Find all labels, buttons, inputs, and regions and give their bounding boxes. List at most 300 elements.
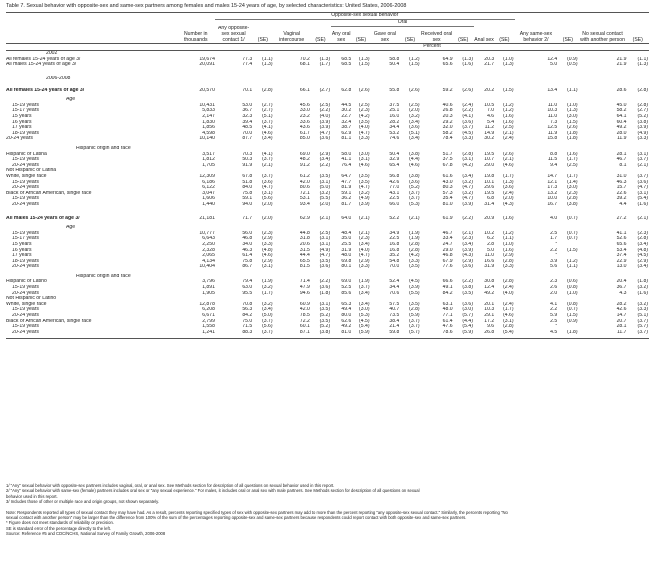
cell-percent: 86.7 <box>242 264 253 270</box>
cell-se: (2.8) <box>567 196 578 202</box>
cell-se: (5.1) <box>637 313 648 319</box>
cell-percent: 61.7 <box>299 130 310 136</box>
cell-percent: 79.4 <box>242 279 253 285</box>
cell-percent: 28.1 <box>616 324 627 330</box>
cell-se: (4.7) <box>637 185 648 191</box>
cell-percent: 70.1 <box>242 87 253 93</box>
cell-percent: 15.8 <box>547 136 558 142</box>
cell-percent: 77.0 <box>389 185 400 191</box>
cell-percent: 23.2 <box>299 114 310 120</box>
cell-se: (3.7) <box>462 125 473 131</box>
cell-se: (2.2) <box>462 108 473 114</box>
row-label: 20-24 years <box>12 329 39 335</box>
cell-se: (4.7) <box>359 130 370 136</box>
cell-percent: 31.0 <box>616 173 627 179</box>
cell-se: (2.8) <box>503 279 514 285</box>
footnote: 3/ Includes those of other or multiple race and origin groups, not shown separately. <box>6 499 160 505</box>
cell-percent: 81.0 <box>442 201 453 207</box>
cell-percent: * <box>555 324 558 330</box>
cell-percent: 14.7 <box>616 313 627 319</box>
section-label: Age <box>66 97 76 103</box>
header-se: (SE) <box>257 36 268 43</box>
cell-percent: 57.3 <box>442 190 453 196</box>
cell-se: (3.2) <box>637 301 648 307</box>
row-label: 15-19 years <box>12 324 39 330</box>
cell-se: (3.5) <box>319 307 331 313</box>
cell-percent: 33.6 <box>299 119 310 125</box>
cell-percent: 30.2 <box>484 136 495 142</box>
cell-se: (5.3) <box>409 201 420 207</box>
row-label: 15-17 years <box>12 108 39 114</box>
cell-percent: 31.4 <box>484 201 495 207</box>
cell-percent: 77.1 <box>442 313 453 319</box>
cell-se: (3.7) <box>409 190 420 196</box>
cell-percent: 78.5 <box>299 313 310 319</box>
cell-se: (3.5) <box>462 290 473 296</box>
cell-percent: 31.5 <box>299 247 310 253</box>
cell-percent: 11.0 <box>547 102 558 108</box>
cell-percent: 34.9 <box>389 230 400 236</box>
cell-percent: 44.5 <box>341 102 352 108</box>
cell-se: (2.1) <box>503 157 514 163</box>
cell-se: (0.6) <box>567 279 578 285</box>
cell-se: (3.1) <box>319 236 331 242</box>
cell-se: (3.6) <box>637 179 648 185</box>
cell-percent: 34.4 <box>389 285 400 291</box>
cell-percent: 11.2 <box>484 125 495 131</box>
cell-percent: 70.3 <box>242 151 253 157</box>
cell-percent: 22.5 <box>389 236 400 242</box>
header-se: (SE) <box>458 36 469 43</box>
row-label: All females 15-24 years of age 3/ <box>6 87 85 93</box>
cell-se: (2.7) <box>262 108 273 114</box>
row-label: 16 years <box>12 247 32 253</box>
cell-se: (4.4) <box>462 318 473 324</box>
cell-percent: 11.0 <box>547 114 558 120</box>
cell-percent: 5.4 <box>487 119 495 125</box>
cell-se: (5.1) <box>409 130 420 136</box>
cell-percent: 42.6 <box>616 307 627 313</box>
cell-percent: 71.5 <box>242 324 253 330</box>
cell-percent: 50.3 <box>242 157 253 163</box>
cell-se: (2.0) <box>262 201 273 207</box>
cell-se: (1.7) <box>567 173 578 179</box>
cell-se: (1.5) <box>503 87 514 93</box>
footnotes <box>6 483 649 537</box>
cell-se: (3.1) <box>262 190 273 196</box>
cell-percent: 43.0 <box>442 179 453 185</box>
cell-percent: 35.4 <box>442 196 453 202</box>
cell-percent: 48.5 <box>242 125 253 131</box>
cell-percent: 52.5 <box>341 285 352 291</box>
cell-percent: 53.2 <box>389 130 400 136</box>
cell-se: (3.5) <box>409 301 420 307</box>
cell-percent: 4.3 <box>619 290 627 296</box>
cell-percent: 77.3 <box>242 56 253 62</box>
cell-percent: 10.5 <box>484 102 495 108</box>
cell-se: (3.4) <box>462 241 473 247</box>
cell-number: 12,309 <box>199 173 215 179</box>
cell-percent: 43.6 <box>299 125 310 131</box>
cell-number: 1,830 <box>202 119 215 125</box>
cell-percent: 32.0 <box>442 125 453 131</box>
cell-percent: 55.8 <box>389 87 400 93</box>
cell-se: (2.7) <box>319 87 331 93</box>
cell-se: (1.9) <box>359 279 370 285</box>
cell-number: 5,833 <box>202 108 215 114</box>
cell-percent: 66.6 <box>442 279 453 285</box>
cell-percent: 17.2 <box>484 318 495 324</box>
row-label: All males 15-24 years of age 3/ <box>6 215 80 221</box>
header-opposite-sex: Opposite-sex sexual behavior <box>215 13 515 20</box>
cell-se: (1.6) <box>637 201 648 207</box>
cell-se: (1.2) <box>503 230 514 236</box>
cell-percent: 38.7 <box>341 125 352 131</box>
cell-percent: 31.9 <box>341 247 352 253</box>
cell-percent: 29.1 <box>484 313 495 319</box>
cell-percent: 36.2 <box>341 196 352 202</box>
cell-se: (2.3) <box>462 236 473 242</box>
cell-se: (3.6) <box>462 301 473 307</box>
cell-se: (2.6) <box>503 151 514 157</box>
cell-se: (2.3) <box>637 230 648 236</box>
cell-se: (2.8) <box>409 307 420 313</box>
cell-se: (2.8) <box>409 247 420 253</box>
cell-percent: 60.4 <box>616 119 627 125</box>
cell-se: (3.1) <box>359 157 370 163</box>
cell-se: (2.9) <box>262 258 273 264</box>
cell-percent: 77.6 <box>442 264 453 270</box>
cell-se: (1.8) <box>567 130 578 136</box>
cell-se: (3.3) <box>637 307 648 313</box>
cell-percent: 15.7 <box>616 185 627 191</box>
cell-se: (1.0) <box>503 241 514 247</box>
cell-percent: 67.8 <box>442 162 453 168</box>
cell-se: (3.4) <box>359 241 370 247</box>
cell-se: (3.4) <box>462 173 473 179</box>
cell-percent: 25.5 <box>341 241 352 247</box>
cell-number: 20,091 <box>199 62 215 68</box>
cell-percent: 6.8 <box>487 196 495 202</box>
cell-percent: 12.4 <box>547 56 558 62</box>
cell-percent: 69.0 <box>341 279 352 285</box>
cell-percent: 46.3 <box>616 179 627 185</box>
cell-percent: 10.3 <box>547 108 558 114</box>
cell-se: (4.8) <box>637 247 648 253</box>
cell-percent: 29.2 <box>442 119 453 125</box>
cell-percent: 77.4 <box>242 62 253 68</box>
cell-se: (1.6) <box>503 114 514 120</box>
cell-se: (1.7) <box>262 290 273 296</box>
cell-se: (3.8) <box>319 329 331 335</box>
cell-percent: 81.0 <box>341 329 352 335</box>
cell-percent: 46.8 <box>242 236 253 242</box>
header-se: (SE) <box>355 36 367 43</box>
cell-se: (3.3) <box>637 136 648 142</box>
cell-se: (2.8) <box>503 258 514 264</box>
cell-se: (2.1) <box>462 230 473 236</box>
cell-percent: 28.2 <box>616 301 627 307</box>
cell-se: (2.1) <box>637 162 648 168</box>
cell-se: (4.9) <box>637 130 648 136</box>
cell-percent: 85.6 <box>341 290 352 296</box>
cell-percent: 87.1 <box>299 329 310 335</box>
cell-se: (2.4) <box>503 301 514 307</box>
cell-se: (4.9) <box>359 196 370 202</box>
cell-percent: 48.2 <box>299 157 310 163</box>
cell-percent: 21.4 <box>389 324 400 330</box>
cell-number: 2,328 <box>202 247 215 253</box>
cell-percent: 12.5 <box>547 125 558 131</box>
cell-percent: 63.1 <box>442 301 453 307</box>
cell-percent: 13.0 <box>616 264 627 270</box>
cell-se: (4.2) <box>409 253 420 259</box>
cell-percent: 20.7 <box>616 318 627 324</box>
cell-percent: 26.8 <box>484 329 495 335</box>
cell-percent: 78.6 <box>442 329 453 335</box>
cell-se: (3.6) <box>409 125 420 131</box>
cell-se: (1.3) <box>503 179 514 185</box>
cell-percent: 76.4 <box>341 162 352 168</box>
cell-percent: 50.4 <box>389 62 400 68</box>
row-label: Not Hispanic or Latino <box>6 296 57 302</box>
cell-se: (1.3) <box>262 62 273 68</box>
cell-se: (3.2) <box>462 190 473 196</box>
cell-se: (2.5) <box>319 102 331 108</box>
cell-percent: 85.0 <box>299 136 310 142</box>
spacer-row <box>6 68 649 76</box>
cell-se: (3.7) <box>409 324 420 330</box>
cell-se: (1.4) <box>567 179 578 185</box>
cell-se: (5.2) <box>637 114 648 120</box>
cell-percent: 7.0 <box>487 108 495 114</box>
cell-se: (2.2) <box>319 162 331 168</box>
cell-se: (3.4) <box>359 290 370 296</box>
cell-se: (3.1) <box>262 264 273 270</box>
cell-se: (0.9) <box>567 318 578 324</box>
cell-se: (5.6) <box>262 196 273 202</box>
cell-se: (3.4) <box>637 264 648 270</box>
cell-percent: 2.2 <box>550 247 558 253</box>
row-label: 16 years <box>12 119 32 125</box>
cell-percent: 32.4 <box>341 119 352 125</box>
cell-percent: 21.9 <box>616 56 627 62</box>
cell-se: (1.7) <box>503 307 514 313</box>
cell-percent: 64.9 <box>442 56 453 62</box>
cell-number: 10,140 <box>199 136 215 142</box>
cell-percent: 59.2 <box>442 87 453 93</box>
cell-se: (3.5) <box>319 173 331 179</box>
cell-percent: 2.8 <box>487 241 495 247</box>
cell-percent: 5.0 <box>550 62 558 68</box>
cell-percent: 40.7 <box>389 307 400 313</box>
cell-percent: 49.1 <box>442 285 453 291</box>
cell-number: 6,186 <box>202 179 215 185</box>
cell-se: (0.9) <box>567 56 578 62</box>
cell-percent: 72.2 <box>299 318 310 324</box>
cell-se: (5.7) <box>462 313 473 319</box>
cell-se: (2.8) <box>637 236 648 242</box>
cell-se: (1.2) <box>567 258 578 264</box>
cell-se: (2.6) <box>567 125 578 131</box>
cell-se: (2.8) <box>503 324 514 330</box>
cell-se: (2.8) <box>409 241 420 247</box>
cell-se: (4.2) <box>462 162 473 168</box>
cell-percent: 37.5 <box>442 157 453 163</box>
cell-se: (3.6) <box>319 136 331 142</box>
cell-se: (2.8) <box>637 102 648 108</box>
cell-se: (1.3) <box>462 56 473 62</box>
cell-percent: 17.3 <box>547 185 558 191</box>
row-label: Hispanic or Latino <box>6 279 47 285</box>
cell-percent: 22.5 <box>389 196 400 202</box>
cell-se: (4.1) <box>462 114 473 120</box>
cell-number: 1,241 <box>202 329 215 335</box>
cell-percent: 94.6 <box>299 290 310 296</box>
cell-percent: 2.6 <box>550 285 558 291</box>
cell-percent: 69.8 <box>341 258 352 264</box>
cell-se: (2.8) <box>262 87 273 93</box>
cell-se: (4.7) <box>359 253 370 259</box>
cell-se: (4.6) <box>503 313 514 319</box>
cell-se: (1.9) <box>409 236 420 242</box>
cell-se: (1.1) <box>262 56 273 62</box>
cell-se: (3.6) <box>262 179 273 185</box>
footnote: Source: Reference #5 and CDC/NCHS, National Survey of Family Growth, 2006-2008 <box>6 531 166 537</box>
cell-percent: 64.1 <box>616 114 627 120</box>
cell-percent: 16.0 <box>389 114 400 120</box>
cell-se: (1.3) <box>319 56 331 62</box>
cell-percent: 32.3 <box>242 114 253 120</box>
cell-percent: 46.7 <box>442 230 453 236</box>
section-label: Hispanic origin and race <box>76 146 131 151</box>
cell-se: (2.9) <box>637 258 648 264</box>
cell-number: 1,705 <box>202 162 215 168</box>
cell-percent: 81.9 <box>341 185 352 191</box>
cell-percent: 75.8 <box>242 190 253 196</box>
cell-se: (3.7) <box>637 329 648 335</box>
cell-percent: 53.4 <box>616 247 627 253</box>
cell-se: (4.5) <box>359 318 370 324</box>
cell-percent: 20.1 <box>484 301 495 307</box>
cell-se: (1.1) <box>503 236 514 242</box>
row-label: 20-24 years <box>12 185 39 191</box>
cell-percent: 46.7 <box>616 157 627 163</box>
row-label: 15-19 years <box>12 102 39 108</box>
cell-se: (4.5) <box>462 130 473 136</box>
cell-se: (2.1) <box>409 215 420 221</box>
cell-number: 2,147 <box>202 114 215 120</box>
cell-percent: 87.7 <box>242 136 253 142</box>
cell-percent: 68.5 <box>341 56 352 62</box>
cell-percent: 52.4 <box>389 279 400 285</box>
cell-percent: 11.9 <box>616 136 627 142</box>
row-label: 20-24 years <box>12 290 39 296</box>
cell-se: (0.5) <box>567 62 578 68</box>
cell-percent: 56.3 <box>242 307 253 313</box>
cell-se: (2.6) <box>409 87 420 93</box>
cell-percent: 43.1 <box>389 190 400 196</box>
cell-se: (2.2) <box>319 279 331 285</box>
header-any-opposite: Any opposite-sex sexual contact 1/ <box>218 26 250 43</box>
cell-se: (4.5) <box>409 279 420 285</box>
cell-se: (2.1) <box>359 230 370 236</box>
cell-se: (2.3) <box>359 236 370 242</box>
cell-se: (0.8) <box>567 285 578 291</box>
cell-se: (0.7) <box>567 230 578 236</box>
cell-se: (3.2) <box>462 179 473 185</box>
cell-percent: 57.5 <box>389 301 400 307</box>
cell-percent: 65.6 <box>616 241 627 247</box>
cell-percent: 68.1 <box>299 62 310 68</box>
footnote: behavior used in this report. <box>6 493 58 499</box>
cell-se: (2.5) <box>409 102 420 108</box>
cell-se: (1.2) <box>409 56 420 62</box>
cell-se: (3.6) <box>462 119 473 125</box>
cell-percent: 75.0 <box>242 318 253 324</box>
cell-se: (2.1) <box>359 215 370 221</box>
cell-percent: 47.7 <box>341 179 352 185</box>
cell-percent: 9.6 <box>487 324 495 330</box>
cell-se: (2.2) <box>319 108 331 114</box>
cell-se: (4.7) <box>262 185 273 191</box>
cell-percent: 32.9 <box>389 157 400 163</box>
cell-percent: 41.1 <box>616 230 627 236</box>
cell-number: 10,404 <box>199 264 215 270</box>
cell-se: (5.0) <box>262 313 273 319</box>
cell-percent: 49.2 <box>616 125 627 131</box>
cell-percent: 80.6 <box>299 185 310 191</box>
cell-percent: 95.5 <box>242 290 253 296</box>
cell-percent: 52.2 <box>389 215 400 221</box>
cell-percent: 13.4 <box>547 87 558 93</box>
cell-percent: 45.6 <box>299 102 310 108</box>
cell-se: (3.0) <box>359 151 370 157</box>
cell-percent: 48.0 <box>442 307 453 313</box>
cell-se: (3.9) <box>319 125 331 131</box>
cell-percent: 21.7 <box>484 62 495 68</box>
cell-percent: 12.4 <box>484 285 495 291</box>
cell-number: 3,796 <box>202 279 215 285</box>
cell-se: (4.7) <box>462 185 473 191</box>
cell-percent: 10.3 <box>484 307 495 313</box>
cell-se: (2.4) <box>503 285 514 291</box>
row-label: Hispanic or Latina <box>6 151 47 157</box>
cell-se: (1.6) <box>637 290 648 296</box>
cell-se: (3.7) <box>637 157 648 163</box>
cell-percent: 2.2 <box>550 307 558 313</box>
cell-se: (1.7) <box>567 157 578 163</box>
row-label: 17 years <box>12 253 32 259</box>
cell-percent: 11.7 <box>616 329 627 335</box>
cell-se: (5.5) <box>319 196 331 202</box>
cell-percent: 42.0 <box>299 307 310 313</box>
cell-percent: 28.0 <box>616 130 627 136</box>
row-label: 15 years <box>12 241 32 247</box>
cell-percent: 49.2 <box>484 290 495 296</box>
cell-se: (4.5) <box>637 253 648 259</box>
cell-percent: 45.0 <box>616 102 627 108</box>
cell-se: (3.1) <box>319 241 331 247</box>
cell-percent: 70.8 <box>242 301 253 307</box>
cell-se: (1.6) <box>462 62 473 68</box>
cell-se: (3.7) <box>262 119 273 125</box>
cell-number: 20,570 <box>199 87 215 93</box>
cell-se: (2.0) <box>503 196 514 202</box>
cell-number: 1,891 <box>202 285 215 291</box>
cell-number: 2,065 <box>202 253 215 259</box>
cell-number: 12,878 <box>199 301 215 307</box>
